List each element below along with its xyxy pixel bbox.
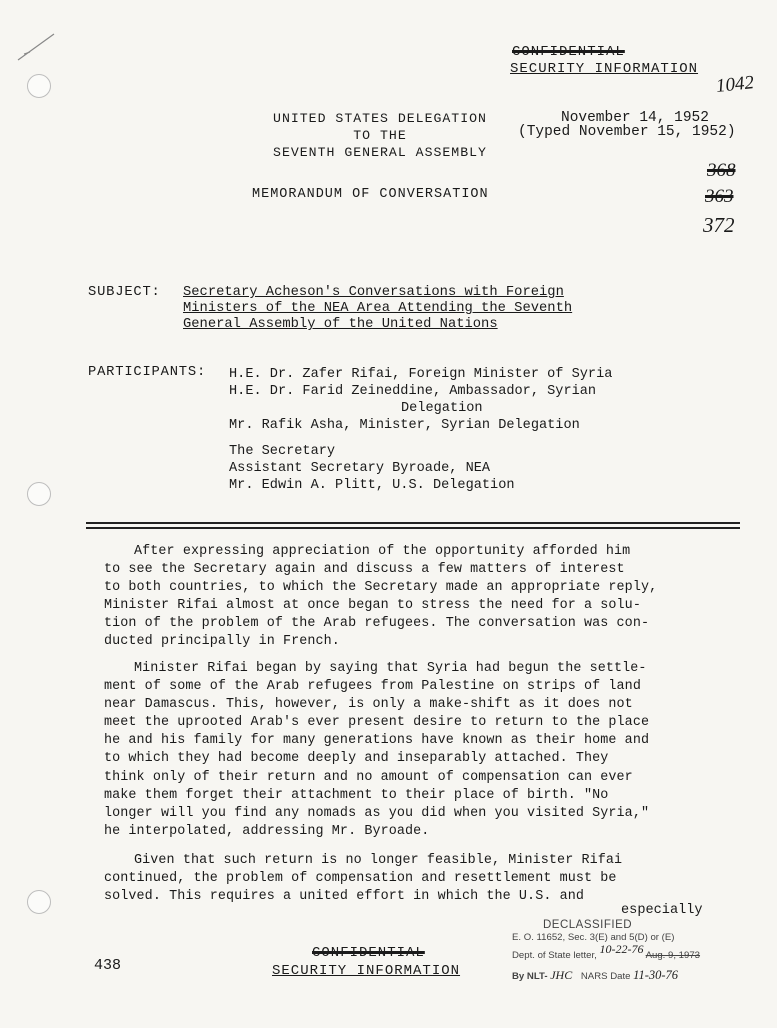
text-line: After expressing appreciation of the opportunity afforded him [134, 544, 631, 559]
declass-line-3-prefix: By NLT- [512, 970, 548, 982]
classification-struck-top: CONFIDENTIAL [512, 44, 625, 60]
text-line: Minister Rifai began by saying that Syria had begun the settle- [134, 661, 647, 676]
punch-hole-bottom [27, 890, 51, 914]
subject-line-3: General Assembly of the United Nations [183, 317, 498, 332]
declass-handwritten-date: 10-22-76 [599, 942, 644, 956]
memo-date: November 14, 1952 [561, 110, 709, 126]
classification-struck-bottom: CONFIDENTIAL [312, 945, 425, 961]
text-line: ducted principally in French. [104, 634, 340, 650]
text-line: ment of some of the Arab refugees from Palestine on strips of land [104, 679, 641, 695]
declass-line-2 [512, 942, 752, 963]
text-line: think only of their return and no amount of compensation can ever [104, 769, 633, 785]
text-line: to see the Secretary again and discuss a few matters of interest [104, 562, 625, 578]
declass-line-1: E. O. 11652, Sec. 3(E) and 5(D) or (E) [512, 931, 675, 943]
punch-hole-middle [27, 482, 51, 506]
handwritten-number: 372 [703, 213, 735, 237]
delegation-line-1: UNITED STATES DELEGATION [273, 111, 487, 126]
participants-list [229, 366, 612, 494]
classification-top: SECURITY INFORMATION [510, 61, 699, 77]
text-line: tion of the problem of the Arab refugees. The conversation was con- [104, 616, 650, 632]
declass-line-3-mid: NARS Date [580, 970, 631, 982]
classification-bottom: SECURITY INFORMATION [272, 963, 461, 979]
text-line: Given that such return is no longer feasible, Minister Rifai [134, 853, 623, 868]
text-line: continued, the problem of compensation and resettlement must be [104, 871, 617, 887]
separator-rule-2 [86, 527, 740, 529]
handwritten-number-struck-1: 368 [707, 160, 736, 181]
participant-line: H.E. Dr. Farid Zeineddine, Ambassador, Syrian [229, 384, 597, 399]
declassification-stamp [512, 919, 752, 983]
participant-line: The Secretary [229, 444, 336, 459]
catchword: especially [621, 903, 703, 918]
participants-label: PARTICIPANTS: [88, 365, 207, 380]
participant-line: Assistant Secretary Byroade, NEA [229, 461, 491, 476]
body-paragraph-2 [104, 660, 649, 841]
delegation-line-3: SEVENTH GENERAL ASSEMBLY [273, 145, 487, 160]
participant-line: H.E. Dr. Zafer Rifai, Foreign Minister of Syria [229, 367, 613, 382]
declass-line-2-prefix: Dept. of State letter, [512, 950, 597, 961]
text-line: longer will you find any nomads as you did when you visited Syria," [104, 805, 650, 821]
text-line: Minister Rifai almost at once began to stress the need for a solu- [104, 598, 641, 614]
participant-line: Mr. Edwin A. Plitt, U.S. Delegation [229, 478, 515, 493]
participant-line: Mr. Rafik Asha, Minister, Syrian Delegation [229, 418, 580, 433]
separator-rule [86, 522, 740, 524]
delegation-header [250, 110, 510, 161]
subject-text [183, 285, 572, 333]
declass-nars-date: 11-30-76 [633, 967, 679, 982]
punch-hole-top [27, 74, 51, 98]
declass-initials: JHC [550, 967, 573, 982]
participant-line: Delegation [401, 401, 483, 416]
text-line: he and his family for many generations have known as their home and [104, 733, 650, 749]
text-line: meet the uprooted Arab's ever present desire to return to the place [104, 715, 650, 731]
text-line: solved. This requires a united effort in which the U.S. and [104, 889, 585, 905]
memo-typed-date: (Typed November 15, 1952) [518, 124, 736, 140]
text-line: to both countries, to which the Secretary made an appropriate reply, [104, 580, 658, 596]
handwritten-number-struck-2: 363 [705, 186, 734, 207]
pencil-mark-icon [14, 28, 58, 64]
handwritten-page-ref: 1042 [714, 72, 755, 97]
delegation-line-2: TO THE [353, 128, 407, 143]
subject-label: SUBJECT: [88, 285, 161, 300]
subject-line-2: Ministers of the NEA Area Attending the Seventh [183, 301, 573, 316]
subject-line-1: Secretary Acheson's Conversations with Foreign [183, 285, 564, 300]
declass-title: DECLASSIFIED [543, 919, 633, 931]
body-paragraph-3 [104, 852, 622, 906]
text-line: he interpolated, addressing Mr. Byroade. [104, 823, 430, 839]
body-paragraph-1 [104, 543, 657, 652]
text-line: to which they had become deeply and inseparably attached. They [104, 751, 609, 767]
page-number: 438 [94, 957, 122, 974]
memo-title: MEMORANDUM OF CONVERSATION [252, 187, 489, 202]
declass-line-3 [512, 969, 752, 984]
text-line: near Damascus. This, however, is only a make-shift as it does not [104, 697, 633, 713]
declass-struck-date: Aug. 9, 1973 [645, 950, 701, 961]
text-line: make them forget their attachment to their place of birth. "No [104, 787, 609, 803]
